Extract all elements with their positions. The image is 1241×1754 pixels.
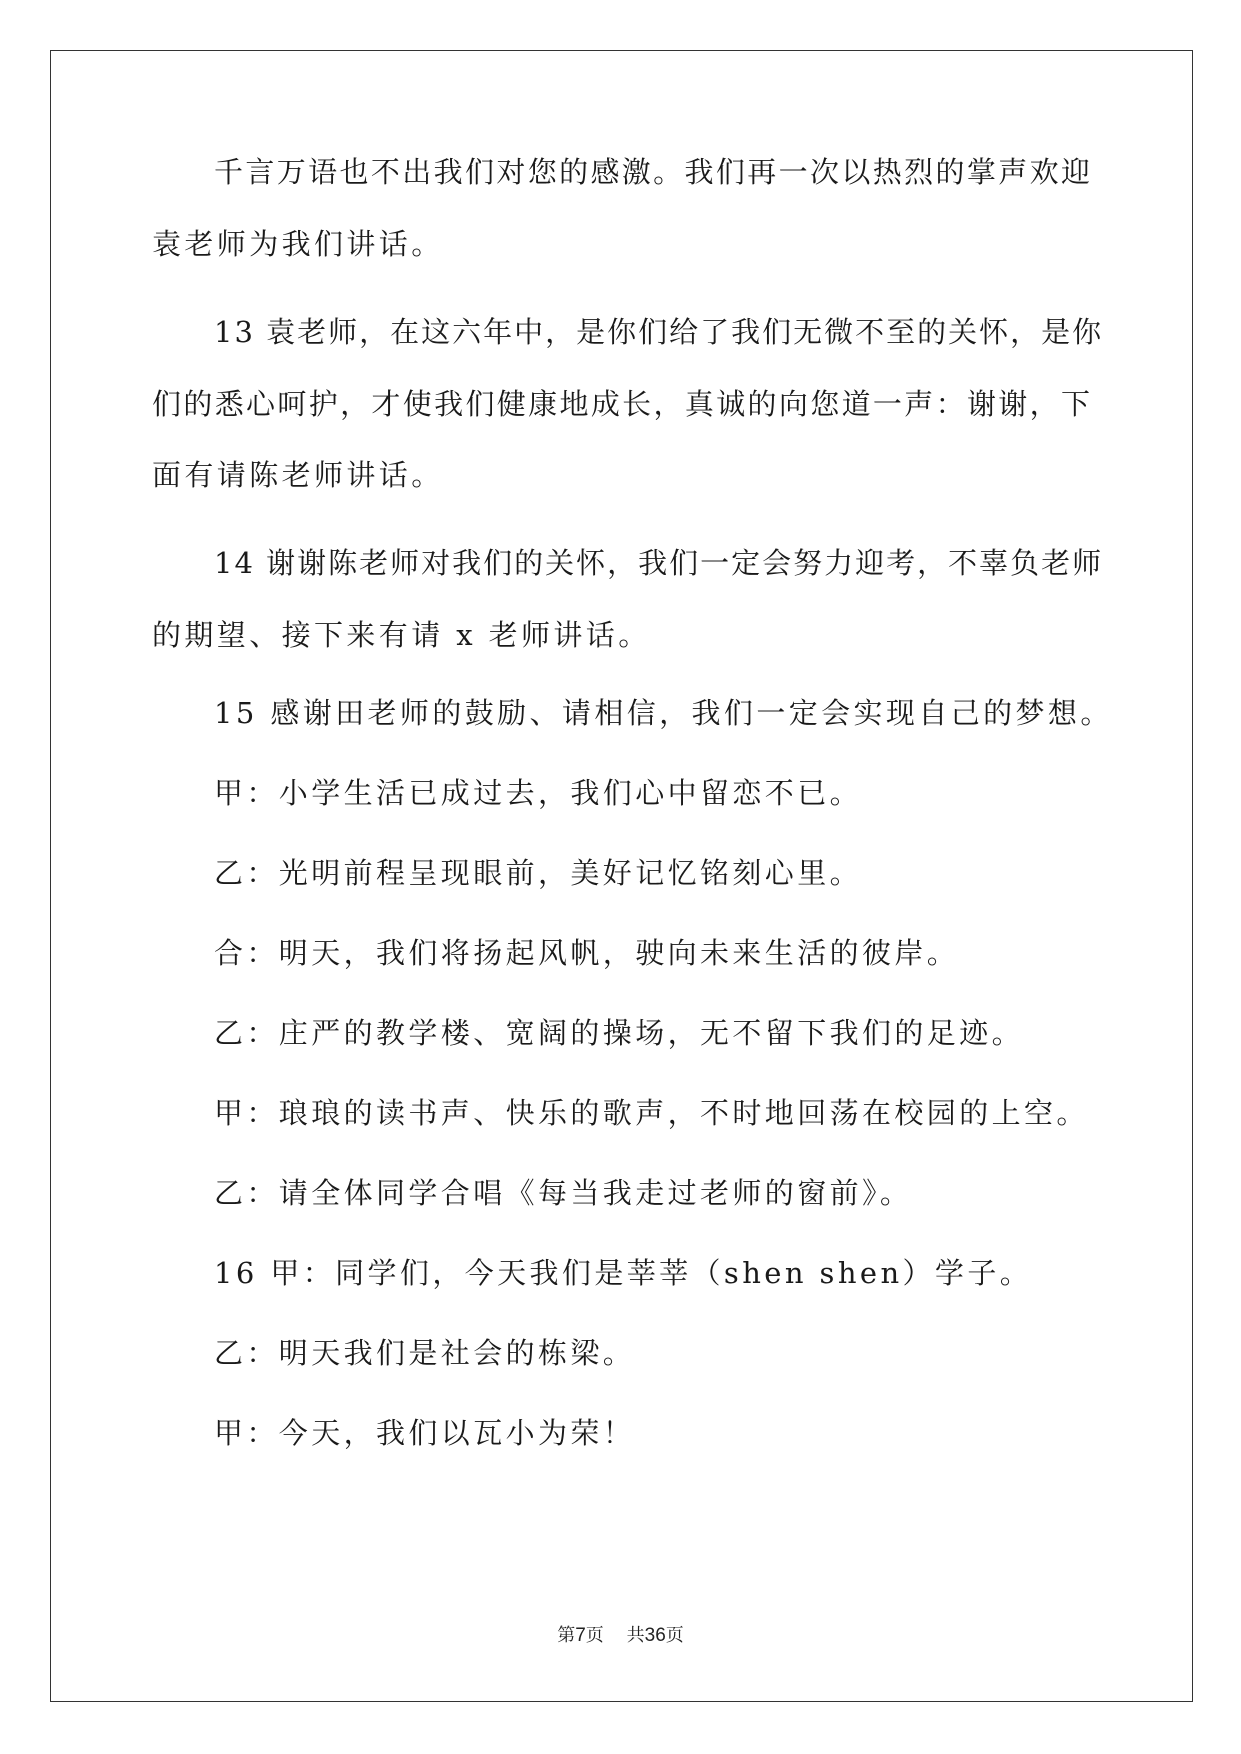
paragraph-line: 乙：明天我们是社会的栋梁。 xyxy=(214,1336,636,1370)
paragraph-line: 15 感谢田老师的鼓励、请相信，我们一定会实现自己的梦想。 xyxy=(214,696,1113,730)
paragraph-line: 乙：庄严的教学楼、宽阔的操场，无不留下我们的足迹。 xyxy=(214,1016,1025,1050)
paragraph-line: 14 谢谢陈老师对我们的关怀，我们一定会努力迎考，不辜负老师 xyxy=(214,546,1104,580)
paragraph-line: 甲：琅琅的读书声、快乐的歌声，不时地回荡在校园的上空。 xyxy=(214,1096,1089,1130)
page-number: 7 xyxy=(575,1625,586,1646)
page-footer xyxy=(0,1624,1241,1648)
paragraph-line: 千言万语也不出我们对您的感激。我们再一次以热烈的掌声欢迎 xyxy=(214,155,1092,189)
paragraph-line: 甲：今天，我们以瓦小为荣！ xyxy=(214,1416,636,1450)
total-suffix: 页 xyxy=(665,1625,684,1646)
paragraph-line: 13 袁老师，在这六年中，是你们给了我们无微不至的关怀，是你 xyxy=(214,315,1104,349)
paragraph-line: 们的悉心呵护，才使我们健康地成长，真诚的向您道一声：谢谢，下 xyxy=(152,387,1092,421)
total-pages: 36 xyxy=(644,1625,666,1646)
paragraph-line: 甲：小学生活已成过去，我们心中留恋不已。 xyxy=(214,776,863,810)
page-suffix: 页 xyxy=(585,1625,604,1646)
paragraph-line: 合：明天，我们将扬起风帆，驶向未来生活的彼岸。 xyxy=(214,936,960,970)
paragraph-line: 的期望、接下来有请 x 老师讲话。 xyxy=(152,618,651,652)
total-prefix: 共 xyxy=(626,1625,645,1646)
paragraph-line: 16 甲：同学们，今天我们是莘莘（shen shen）学子。 xyxy=(214,1256,1033,1290)
paragraph-line: 面有请陈老师讲话。 xyxy=(152,458,444,492)
page-prefix: 第 xyxy=(557,1625,576,1646)
paragraph-line: 乙：光明前程呈现眼前，美好记忆铭刻心里。 xyxy=(214,856,863,890)
paragraph-line: 袁老师为我们讲话。 xyxy=(152,227,444,261)
paragraph-line: 乙：请全体同学合唱《每当我走过老师的窗前》。 xyxy=(214,1176,913,1210)
